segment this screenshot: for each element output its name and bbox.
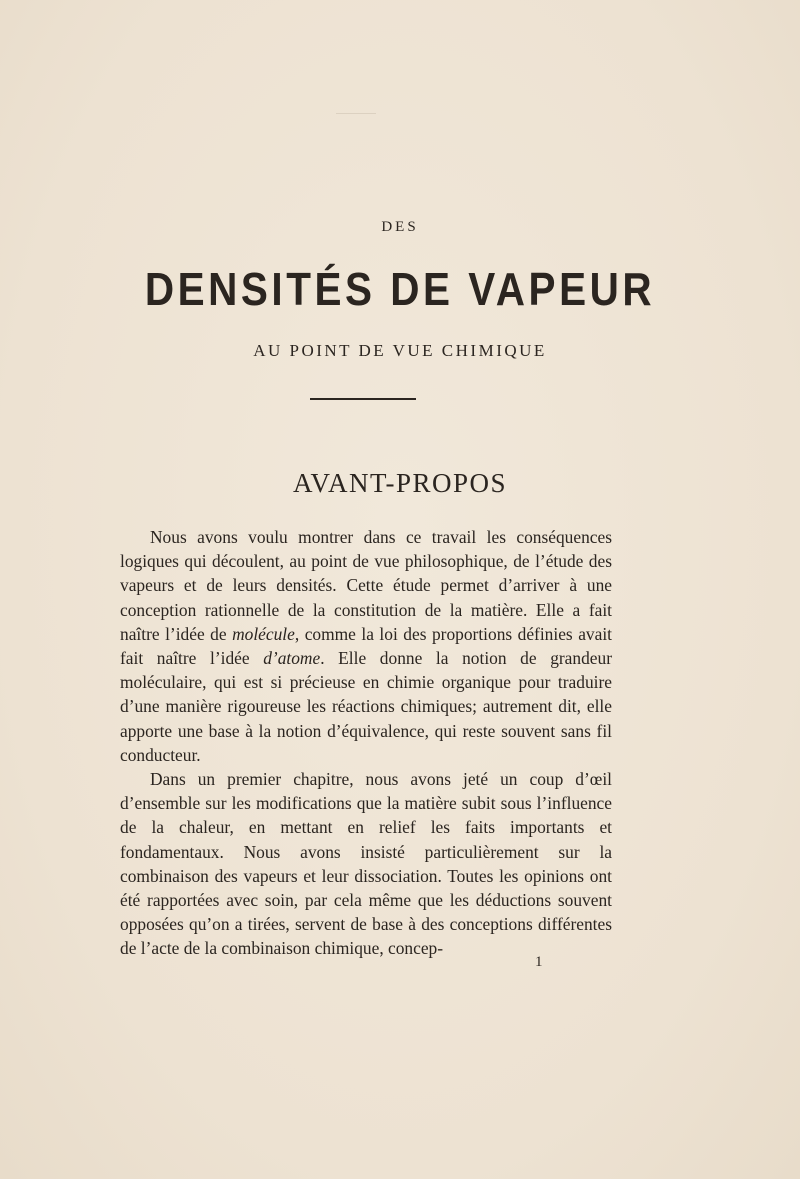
paragraph-1	[120, 525, 612, 767]
title-rule	[310, 398, 416, 400]
page-number: 1	[535, 954, 543, 970]
paragraph-1-italic-molecule: molécule	[232, 623, 295, 644]
body-text	[120, 525, 612, 961]
main-title: DENSITÉS DE VAPEUR	[144, 263, 656, 315]
bleed-through-mark	[336, 113, 376, 120]
subtitle: AU POINT DE VUE CHIMIQUE	[253, 341, 547, 360]
pre-title: DES	[381, 219, 419, 235]
paragraph-1-text-a: Nous avons voulu montrer dans ce travail les conséquences logiques qui découlent, au point de vue philosophique, de l’étude des vapeurs et de leurs densités. Cette étude permet d’arriver à une conception rationnelle de la constitution de la matière. Elle a fait naître l’idée de	[120, 527, 612, 644]
paragraph-2: Dans un premier chapitre, nous avons jeté un coup d’œil d’ensemble sur les modifications que la matière subit sous l’influence de la chaleur, en mettant en relief les faits importants et fondamentaux. Nous avons insisté particulièrement sur la combinaison des vapeurs et leur dissociation. Toutes les opinions ont été rapportées avec soin, par cela même que les déductions souvent opposées qu’on a tirées, servent de base à des conceptions différentes de l’acte de la combinaison chimique, concep-	[120, 769, 612, 959]
paragraph-1-text-b: , comme la loi des proportions définies avait fait naître l’idée	[120, 623, 612, 669]
paragraph-1-text-c: . Elle donne la notion de grandeur moléculaire, qui est si précieuse en chimie organique pour traduire d’une manière rigoureuse les réactions chimiques; autrement dit, elle apporte une base à la notion d’équivalence, qui reste souvent sans fil conducteur.	[120, 648, 612, 765]
section-title: AVANT-PROPOS	[292, 468, 508, 498]
paragraph-1-italic-atome: d’atome	[263, 648, 321, 669]
